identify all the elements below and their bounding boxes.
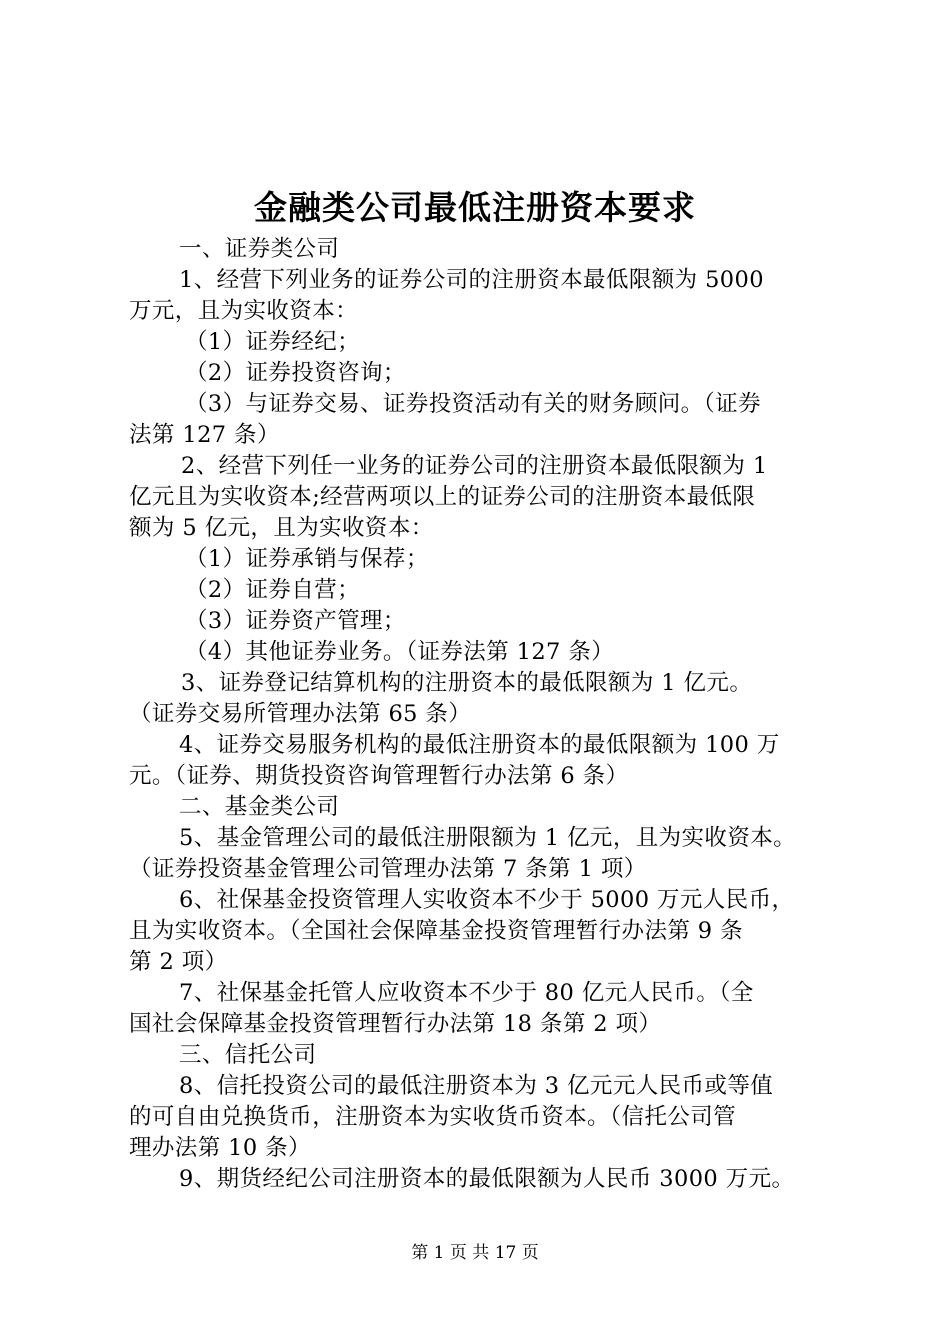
text-line: （4）其他证券业务。（证券法第 127 条） (185, 639, 615, 665)
text-line: 1、经营下列业务的证券公司的注册资本最低限额为 5000 (179, 267, 764, 293)
text-line: （1）证券承销与保荐； (185, 546, 429, 572)
document-body (129, 234, 834, 1195)
text-line: （3）证券资产管理； (185, 608, 406, 634)
text-line: 且为实收资本。（全国社会保障基金投资管理暂行办法第 9 条 (129, 918, 743, 944)
text-line: （3）与证券交易、证券投资活动有关的财务顾问。（证券 (185, 391, 761, 417)
text-line: 额为 5 亿元，且为实收资本： (129, 515, 434, 541)
page-footer: 第 1 页 共 17 页 (411, 1243, 539, 1263)
text-line: 第 2 项） (129, 949, 228, 975)
text-line: 三、信托公司 (179, 1042, 317, 1068)
text-line: （1）证券经纪； (185, 329, 361, 355)
text-line: 一、证券类公司 (179, 236, 340, 262)
text-line: 理办法第 10 条） (129, 1135, 311, 1161)
text-line: 3、证券登记结算机构的注册资本的最低限额为 1 亿元。 (181, 670, 753, 696)
text-line: 5、基金管理公司的最低注册限额为 1 亿元，且为实收资本。 (179, 825, 797, 851)
text-line: 法第 127 条） (129, 422, 280, 448)
text-line: 7、社保基金托管人应收资本不少于 80 亿元人民币。（全 (179, 980, 754, 1006)
text-line: 国社会保障基金投资管理暂行办法第 18 条第 2 项） (129, 1011, 662, 1037)
text-line: 的可自由兑换货币，注册资本为实收货币资本。（信托公司管 (129, 1104, 737, 1130)
text-line: 亿元且为实收资本;经营两项以上的证券公司的注册资本最低限 (129, 484, 756, 510)
text-line: 二、基金类公司 (179, 794, 340, 820)
document-title: 金融类公司最低注册资本要求 (254, 188, 696, 227)
text-line: （证券投资基金管理公司管理办法第 7 条第 1 项） (129, 856, 647, 882)
text-line: 2、经营下列任一业务的证券公司的注册资本最低限额为 1 (181, 453, 768, 479)
text-line: 元。（证券、期货投资咨询管理暂行办法第 6 条） (129, 763, 629, 789)
text-line: 4、证券交易服务机构的最低注册资本的最低限额为 100 万 (179, 732, 780, 758)
text-line: 万元，且为实收资本： (129, 298, 359, 324)
text-line: 6、社保基金投资管理人实收资本不少于 5000 万元人民币， (179, 887, 795, 913)
text-line: 9、期货经纪公司注册资本的最低限额为人民币 3000 万元。 (179, 1166, 795, 1192)
text-line: 8、信托投资公司的最低注册资本为 3 亿元元人民币或等值 (179, 1073, 774, 1099)
text-line: （2）证券自营； (185, 577, 361, 603)
text-line: （2）证券投资咨询； (185, 360, 406, 386)
text-line: （证券交易所管理办法第 65 条） (129, 701, 472, 727)
